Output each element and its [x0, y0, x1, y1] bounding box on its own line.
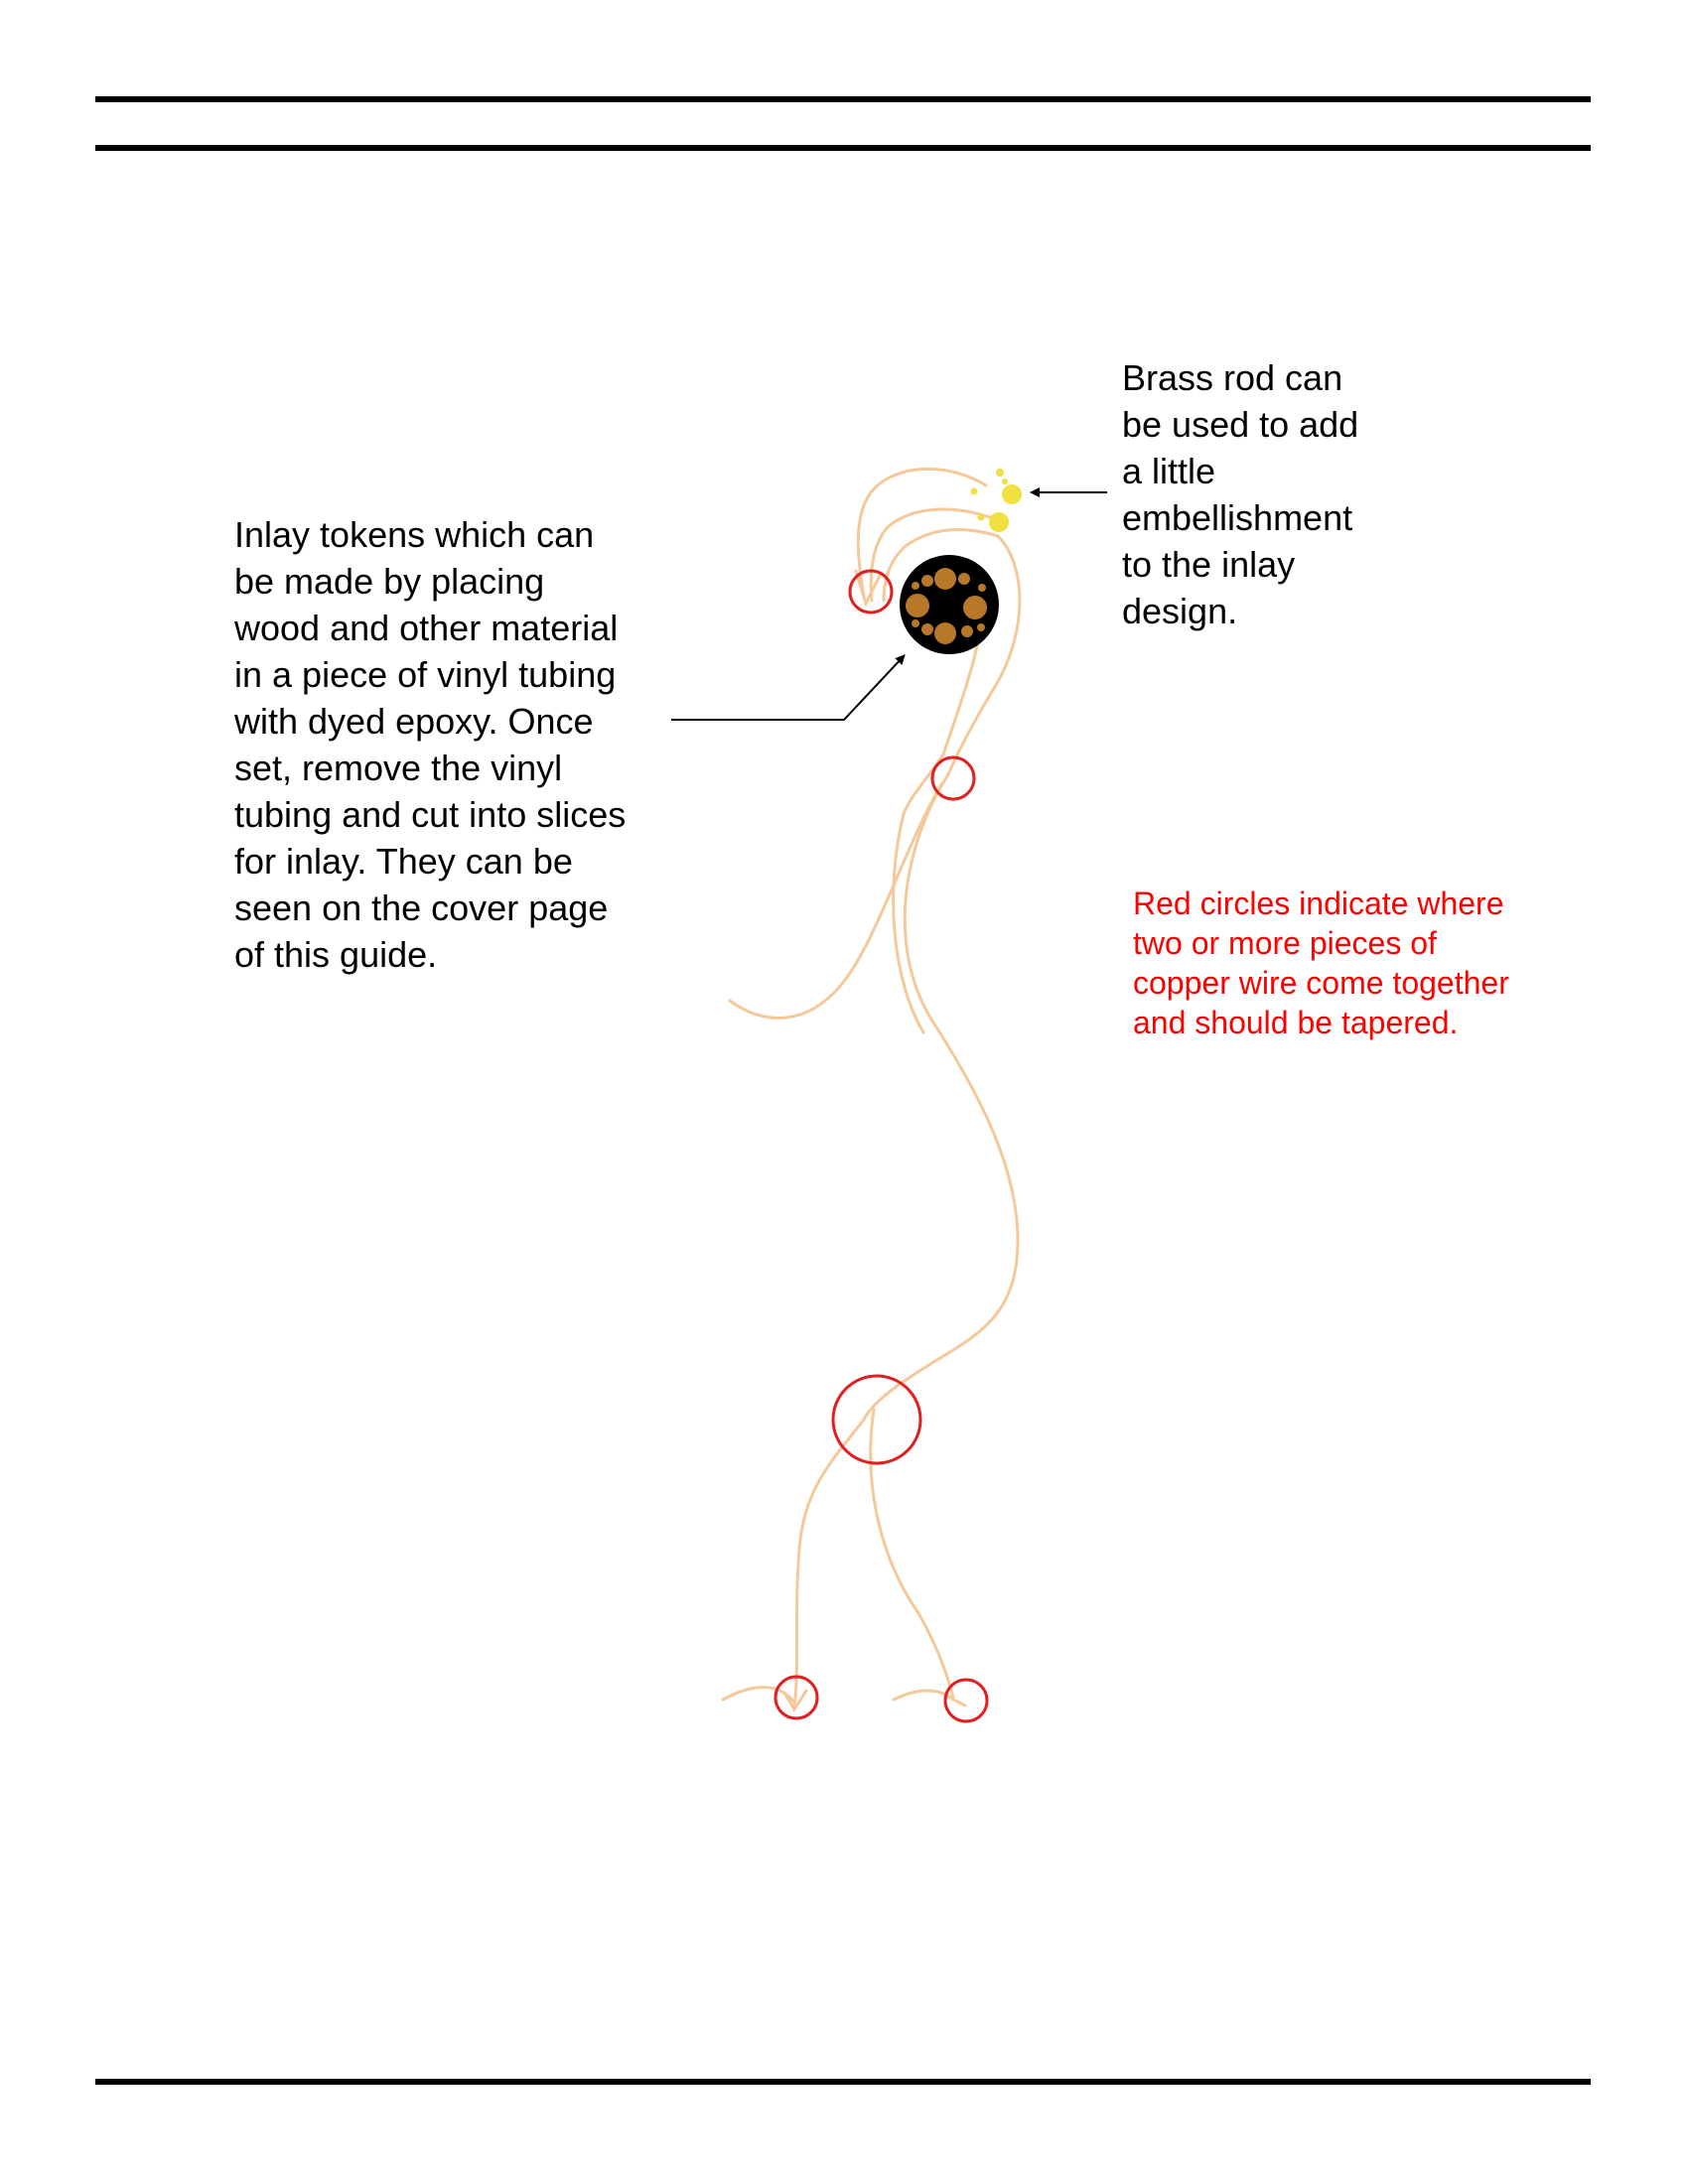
wire-body-back	[894, 814, 923, 1032]
joint-circle-hip	[833, 1376, 920, 1463]
taper-joint-circles	[775, 571, 987, 1721]
brass-dot-medium	[989, 512, 1009, 532]
brass-dot-large	[1002, 484, 1022, 504]
brass-dot-small-3	[978, 514, 985, 521]
joint-circle-foot-right	[945, 1680, 987, 1721]
inlay-token	[900, 555, 999, 654]
brass-rod-note: Brass rod can be used to add a little embellishment to the inlay design.	[1122, 357, 1359, 631]
wire-body	[864, 774, 1018, 1420]
brass-rod-dots	[971, 469, 1023, 532]
brass-dot-small-1	[996, 469, 1004, 477]
wire-arm	[730, 784, 941, 1018]
copper-wire-figure	[723, 469, 1020, 1709]
brass-dot-small-4	[1002, 478, 1008, 484]
wire-leg-right	[871, 1410, 953, 1698]
inlay-tokens-note: Inlay tokens which can be made by placing wood and other material in a piece of vinyl tubing with dyed epoxy. Once set, remove the vinyl tubing and cut into slices for inlay. They can be seen on the cover page of this guide.	[234, 514, 627, 975]
brass-dot-small-2	[971, 488, 978, 495]
inlay-token-arrow	[671, 655, 905, 720]
bottom-rule	[95, 2079, 1591, 2085]
red-circles-note: Red circles indicate where two or more pieces of copper wire come together and should be tapered.	[1133, 886, 1509, 1040]
wire-leg-left	[794, 1420, 864, 1707]
